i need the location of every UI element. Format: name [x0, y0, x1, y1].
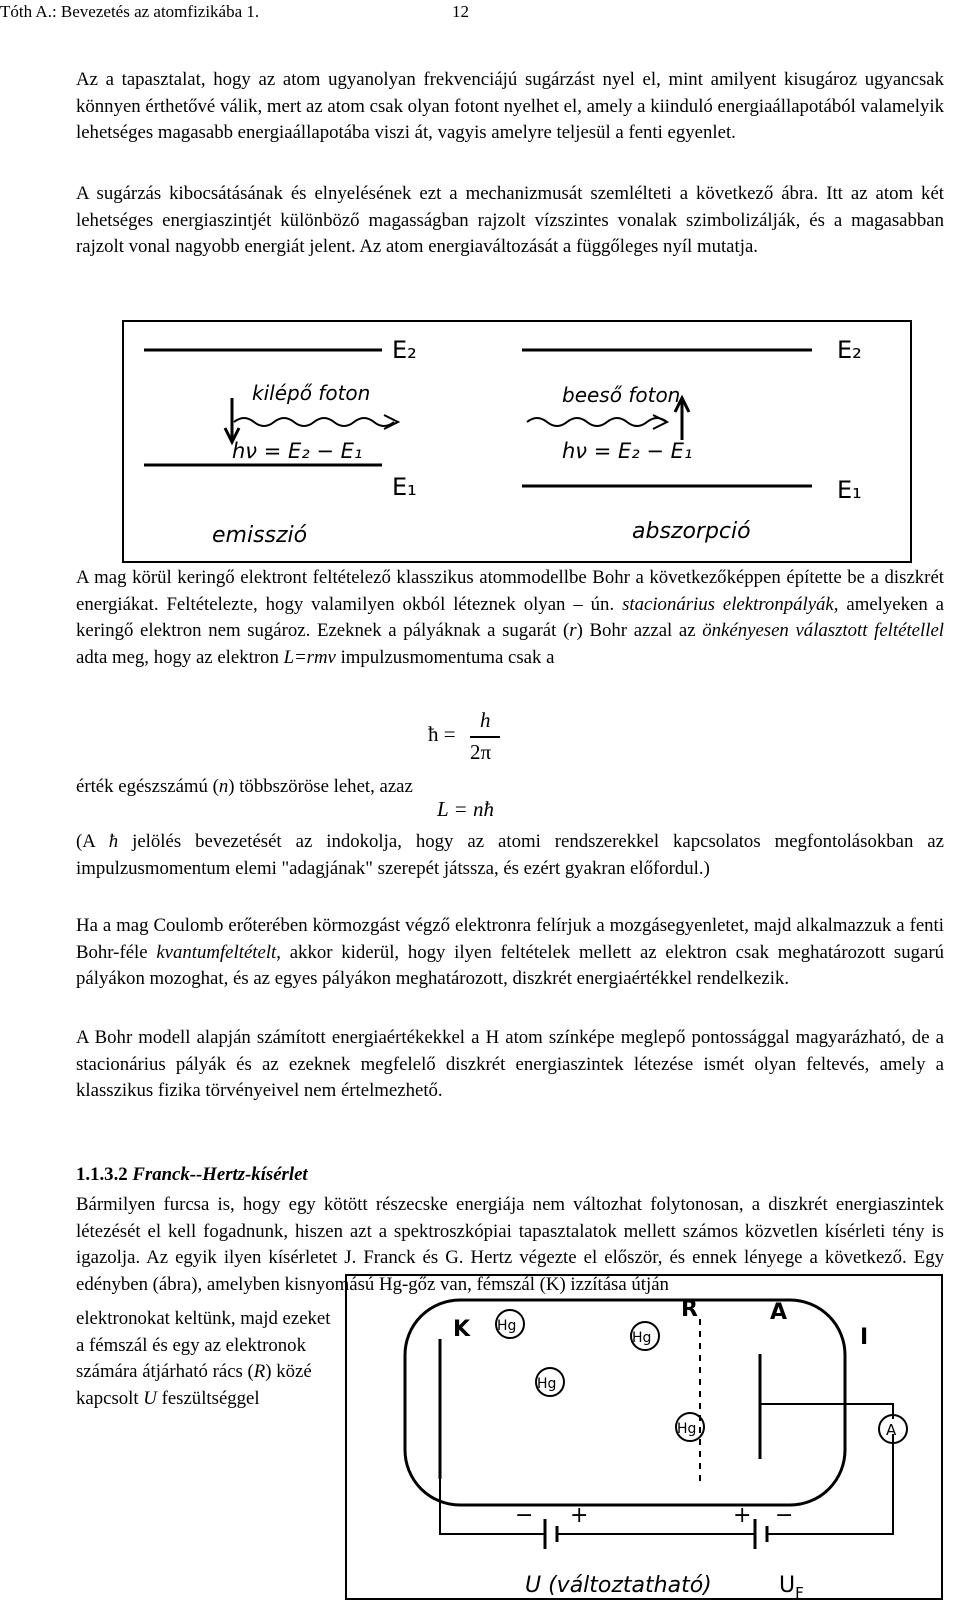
uf-sub: F — [795, 1584, 804, 1602]
left-formula: hν = E₂ − E₁ — [232, 439, 363, 463]
section-heading — [76, 1164, 308, 1186]
p3-italic-r: r — [569, 620, 577, 641]
right-caption: abszorpció — [632, 519, 751, 544]
left-photon-wave — [234, 418, 394, 426]
p9-text-c: ) közé kapcsolt — [76, 1361, 312, 1409]
ammeter-label: A — [886, 1421, 897, 1439]
p4-italic-n: n — [218, 776, 229, 797]
p3-text-e: ) Bohr azzal az — [576, 620, 703, 641]
hg-atom-1 — [496, 1310, 524, 1338]
current-label: I — [860, 1325, 869, 1350]
section-title: Franck--Hertz-kísérlet — [132, 1164, 308, 1185]
tube-outline — [405, 1300, 845, 1505]
paragraph-4 — [76, 774, 944, 801]
hbar-numerator: h — [480, 708, 491, 732]
p3-italic-stationary: stacionárius elektronpályák — [622, 593, 834, 615]
right-photon-wave — [527, 418, 667, 426]
left-e2-label: E₂ — [392, 336, 417, 364]
uf-main: U — [779, 1573, 796, 1598]
u-variable-label: U (változtatható) — [525, 1573, 712, 1598]
hg-label-2: Hg — [537, 1376, 557, 1392]
page-number: 12 — [452, 2, 469, 21]
battery-uf-plus: + — [733, 1503, 752, 1528]
p9-text-a: elektronokat keltünk, majd ezeket a fémszál és egy az elektronok számára átjárható rács ( — [76, 1308, 331, 1382]
cathode-label: K — [453, 1317, 471, 1342]
anode-label: A — [770, 1300, 788, 1325]
anode-wire — [760, 1404, 893, 1419]
header-title: Tóth A.: Bevezetés az atomfizikába 1. — [0, 2, 260, 21]
grid-label: R — [681, 1297, 698, 1322]
right-photon-head — [653, 415, 667, 429]
left-photon-head — [384, 415, 398, 429]
p5-italic-hbar: ħ — [108, 831, 119, 852]
figure2-frame — [346, 1275, 942, 1599]
hg-label-4: Hg — [677, 1421, 697, 1437]
p3-text-i: impulzusmomentuma csak a — [335, 646, 555, 668]
left-caption: emisszió — [212, 523, 308, 548]
battery-uf-minus: − — [775, 1503, 794, 1528]
p5-text-c: jelölés bevezetését az indokolja, hogy az atomi rendszerekkel kapcsolatos megfontolásokban az impulzusmomentum elemi "adagjának" szerepét játssza, és ezért gyakran előfordul.) — [76, 831, 944, 879]
p6-italic-quantum: kvantumfeltételt — [156, 941, 277, 963]
hbar-denominator: 2π — [470, 740, 492, 764]
fraction-bar — [470, 736, 500, 738]
right-photon-label: beeső foton — [562, 383, 681, 407]
hbar-lhs: ħ = — [428, 722, 456, 746]
paragraph-6 — [76, 913, 944, 993]
p4-text-a: érték egészszámú ( — [76, 776, 219, 797]
emission-absorption-figure — [122, 320, 912, 563]
p9-italic-U: U — [143, 1387, 157, 1409]
franck-hertz-figure — [345, 1274, 943, 1604]
right-e1-label: E₁ — [837, 476, 862, 504]
hg-label-1: Hg — [497, 1318, 517, 1334]
paragraph-8: Bármilyen furcsa is, hogy egy kötött részecske energiája nem változhat folytonosan, a diszkrét energiaszintek létezését el kell fogadnunk, hiszen azt a spektroszkópiai tapasztalatok mellett számos közvetlen kísérleti tény is igazolja. Az egyik ilyen kísérletet J. Franck és G. Hertz végezte el először, és ennek lényege a következő. Egy edényben (ábra), amelyben kisnyomású Hg-gőz van, fémszál (K) izzítása útján — [76, 1194, 944, 1295]
hg-atom-3 — [631, 1322, 659, 1350]
p6-text-a: Ha a mag Coulomb erőterében körmozgást végző elektronra felírjuk a mozgásegyenletet, majd alkalmazzuk a fenti Bohr-féle — [76, 915, 944, 963]
right-e2-label: E₂ — [837, 336, 862, 364]
p6-text-c: , akkor kiderül, hogy ilyen feltételek mellett az elektron csak meghatározott sugarú pályákon mozoghat, és az egyes pályákon meghatározott, diszkrét energiaértékkel rendelkezik. — [76, 941, 944, 989]
paragraph-7: A Bohr modell alapján számított energiaértékekkel a H atom színképe meglepő pontossággal magyarázható, de a stacionárius pályák és az ezeknek megfelelő diszkrét energiaszintek létezése ismét olyan feltevés, amely a klasszikus fizika törvényeivel nem értelmezhető. — [76, 1027, 944, 1101]
battery-u-plus: + — [570, 1503, 589, 1528]
p9-italic-R: R — [253, 1361, 266, 1382]
p5-text-a: (A — [76, 831, 109, 852]
left-e1-label: E₁ — [392, 473, 417, 501]
hg-label-3: Hg — [632, 1330, 652, 1346]
paragraph-5 — [76, 829, 944, 882]
p3-text-g: adta meg, hogy az elektron — [76, 646, 284, 668]
paragraph-2: A sugárzás kibocsátásának és elnyelésének ezt a mechanizmusát szemlélteti a következő ábra. Itt az atom két lehetséges energiaszintjét különböző magasságban rajzolt vízszintes vonalak szimbolizálják, és a magasabban rajzolt vonal nagyobb energiát jelent. Az atom energiaváltozását a függőleges nyíl mutatja. — [76, 183, 944, 257]
p3-italic-arbitrary: önkényesen választott feltétellel — [702, 620, 945, 641]
p3-text-c: , amelyeken a keringő elektron nem sugároz. Ezeknek a pályáknak a sugarát ( — [76, 593, 945, 641]
paragraph-3 — [76, 565, 944, 671]
p3-text-a: A mag körül keringő elektront feltételező klasszikus atommodellbe Bohr a következőképpen építette be a diszkrét energiákat. Feltételezte, hogy valamilyen okból léteznek olyan – ún. — [76, 567, 944, 615]
p4-text-c: ) többszöröse lehet, azaz — [228, 776, 413, 797]
paragraph-9 — [76, 1306, 338, 1412]
left-photon-label: kilépő foton — [252, 381, 371, 405]
equation-angular-momentum: L = nħ — [437, 797, 494, 821]
p3-italic-L: L=rmv — [283, 646, 336, 668]
uf-label — [779, 1573, 804, 1602]
paragraph-1: Az a tapasztalat, hogy az atom ugyanolyan frekvenciájú sugárzást nyel el, mint amilyent kisugároz ugyancsak könnyen érthetővé válik, mert az atom csak olyan fotont nyelhet el, amely a kiinduló energiaállapotából valamelyik lehetséges magasabb energiaállapotába viszi át, vagyis amelyre teljesül a fenti egyenlet. — [76, 69, 944, 143]
right-formula: hν = E₂ − E₁ — [562, 439, 693, 463]
section-number: 1.1.3.2 — [76, 1164, 128, 1185]
p9-text-e: feszültséggel — [156, 1387, 260, 1409]
battery-u-minus: − — [515, 1503, 534, 1528]
hg-atom-2 — [536, 1368, 564, 1396]
